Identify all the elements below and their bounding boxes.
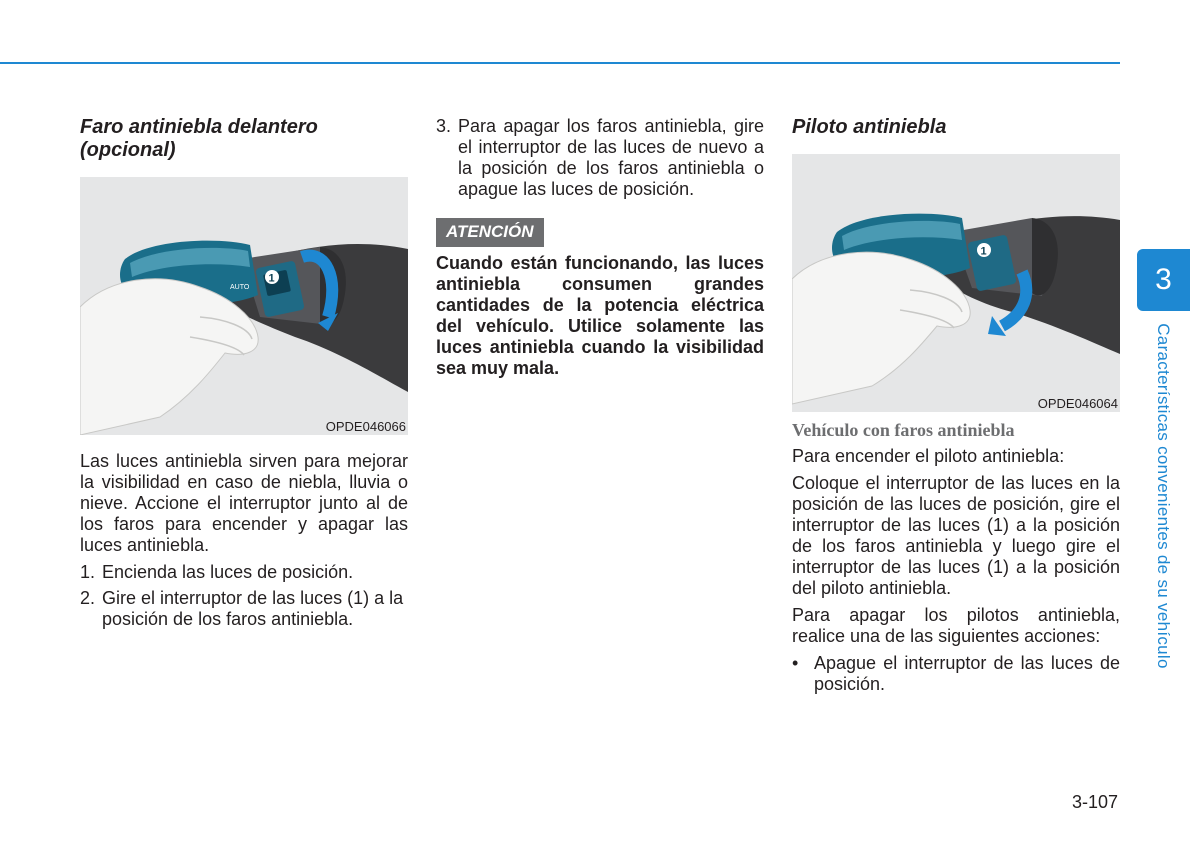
steps-list (80, 562, 408, 630)
figure-rear-fog-switch (792, 154, 1120, 412)
list-item: 2. Gire el interruptor de las luces (1) a la posición de los faros antiniebla. (80, 588, 404, 629)
left-column (80, 116, 408, 635)
right-column (792, 116, 1120, 700)
auto-label: AUTO (230, 284, 250, 291)
attention-box (436, 218, 764, 379)
chapter-title: Características convenientes de su vehículo (1154, 323, 1173, 669)
figure-front-fog-switch (80, 177, 408, 435)
lever-illustration-icon (792, 154, 1120, 412)
section-heading-rear-fog: Piloto antiniebla (792, 116, 947, 138)
steps-list-continued (436, 116, 764, 200)
paragraph: Coloque el interruptor de las luces en la posición de las luces de posición, gire el interruptor de las luces (1) a la posición de los faros antiniebla y luego gire el interruptor de las luces (1) a la posición del piloto antiniebla. (792, 473, 1120, 598)
lever-illustration-icon (80, 177, 408, 435)
figure-code: OPDE046066 (325, 419, 406, 434)
page-number: 3-107 (1071, 792, 1118, 812)
list-item: 3. Para apagar los faros antiniebla, gire el interruptor de las luces de nuevo a la posición de los faros antiniebla o apague las luces de posición. (436, 116, 764, 199)
list-item: • Apague el interruptor de las luces de posición. (792, 653, 1120, 694)
chapter-tab: 3 (1137, 249, 1190, 311)
bullet-list (792, 653, 1120, 695)
intro-paragraph: Las luces antiniebla sirven para mejorar la visibilidad en caso de niebla, lluvia o nieve. Accione el interruptor junto al de los faros para encender y apagar las luces antiniebla. (80, 451, 408, 555)
figure-code: OPDE046064 (1037, 396, 1118, 411)
attention-text: Cuando están funcionando, las luces antiniebla consumen grandes cantidades de la potencia eléctrica del vehículo. Utilice solamente las luces antiniebla cuando la visibilidad sea muy mala. (436, 253, 764, 378)
subheading: Vehículo con faros antiniebla (792, 420, 1015, 440)
switch-number-label: 1 (268, 272, 275, 285)
switch-number-label: 1 (980, 245, 987, 258)
paragraph: Para encender el piloto antiniebla: (792, 446, 1065, 466)
header-rule (0, 62, 1120, 64)
paragraph: Para apagar los pilotos antiniebla, realice una de las siguientes acciones: (792, 605, 1120, 646)
section-heading-front-fog: Faro antiniebla delantero (opcional) (80, 116, 318, 161)
attention-label: ATENCIÓN (436, 218, 544, 247)
list-item: 1. Encienda las luces de posición. (80, 562, 354, 582)
middle-column (436, 116, 764, 379)
